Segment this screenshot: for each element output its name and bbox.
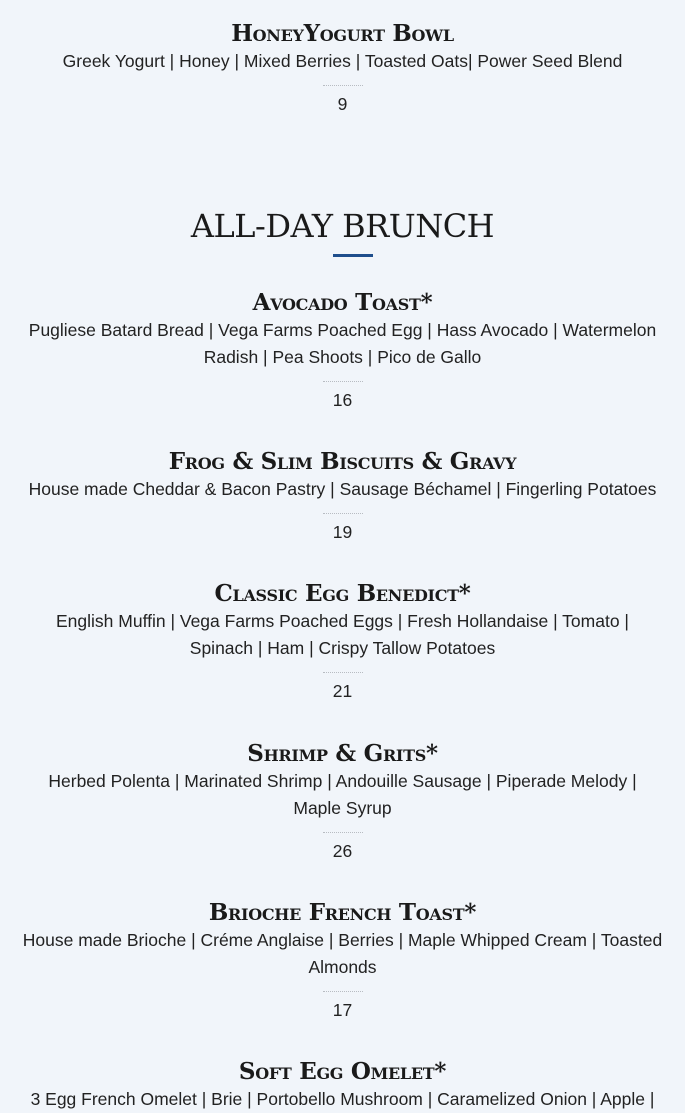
menu-item-avocado-toast <box>0 289 685 412</box>
item-name: Soft Egg Omelet* <box>238 1058 447 1085</box>
item-name: Brioche French Toast* <box>208 899 477 926</box>
item-divider <box>323 381 363 382</box>
item-name: Frog & Slim Biscuits & Gravy <box>168 448 517 475</box>
item-name: Shrimp & Grits* <box>247 740 438 767</box>
item-name: Avocado Toast* <box>252 289 433 316</box>
item-description: Herbed Polenta | Marinated Shrimp | Andouille Sausage | Piperade Melody | Maple Syrup <box>48 771 637 818</box>
item-name: Classic Egg Benedict* <box>214 580 471 607</box>
item-price: 19 <box>332 522 353 542</box>
item-divider <box>323 672 363 673</box>
item-price: 17 <box>332 1000 353 1020</box>
item-divider <box>323 513 363 514</box>
section-title-underline <box>333 254 373 257</box>
item-price: 16 <box>332 390 353 410</box>
menu-item-soft-egg-omelet <box>0 1058 685 1113</box>
menu-item-biscuits-gravy <box>0 448 685 544</box>
item-description: 3 Egg French Omelet | Brie | Portobello Mushroom | Caramelized Onion | Apple | <box>30 1089 655 1109</box>
menu-item-brioche-french-toast <box>0 899 685 1022</box>
item-divider <box>323 991 363 992</box>
item-name: HoneyYogurt Bowl <box>231 20 454 47</box>
menu-item-shrimp-grits <box>0 740 685 863</box>
item-price: 26 <box>332 841 353 861</box>
item-price: 9 <box>337 94 348 114</box>
item-divider <box>323 85 363 86</box>
menu-item-honey-yogurt-bowl <box>0 20 685 116</box>
item-description: Greek Yogurt | Honey | Mixed Berries | Toasted Oats| Power Seed Blend <box>62 51 623 71</box>
menu-item-classic-egg-benedict <box>0 580 685 703</box>
item-price: 21 <box>332 681 353 701</box>
item-description: English Muffin | Vega Farms Poached Eggs | Fresh Hollandaise | Tomato | Spinach | Ham | Crispy Tallow Potatoes <box>56 611 629 658</box>
item-description: Pugliese Batard Bread | Vega Farms Poached Egg | Hass Avocado | Watermelon Radish | Pea Shoots | Pico de Gallo <box>28 320 657 367</box>
item-description: House made Brioche | Créme Anglaise | Berries | Maple Whipped Cream | Toasted Almonds <box>22 930 663 977</box>
item-divider <box>323 832 363 833</box>
section-title: ALL-DAY BRUNCH <box>190 207 495 245</box>
item-description: House made Cheddar & Bacon Pastry | Sausage Béchamel | Fingerling Potatoes <box>28 479 657 499</box>
